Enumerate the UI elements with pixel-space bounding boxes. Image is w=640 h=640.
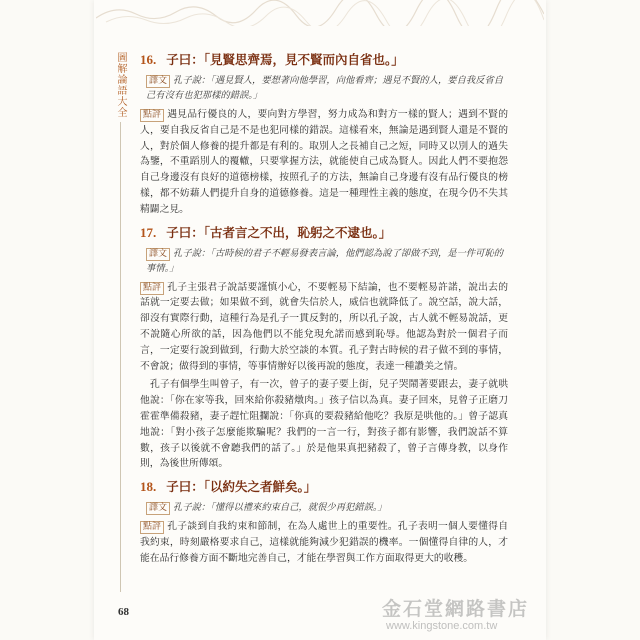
section-number: 16. xyxy=(140,52,157,67)
commentary-paragraph xyxy=(140,280,508,375)
section-heading xyxy=(140,223,508,241)
translation-text: 孔子說：「懂得以禮來約束自己，就很少再犯錯誤。」 xyxy=(173,502,387,514)
section-18 xyxy=(140,477,508,566)
translation-text: 孔子說：「古時候的君子不輕易發表言論，他們認為說了卻做不到，是一件可恥的事情。」 xyxy=(146,247,504,274)
translation-tag: 譯文 xyxy=(146,502,170,515)
section-16 xyxy=(140,50,508,218)
translation-block xyxy=(146,73,508,103)
section-17 xyxy=(140,223,508,473)
watermark-url: www.kingstone.com.tw xyxy=(386,620,498,632)
commentary-paragraph: 孔子有個學生叫曾子，有一次，曾子的妻子要上街，兒子哭鬧著要跟去，妻子就哄他說：「你在家等我，回來給你殺豬燉肉。」孩子信以為真。妻子回來，見曾子正磨刀霍霍準備殺豬，妻子趕忙阻攔說：「你真的要殺豬給他吃？我原是哄他的。」曾子認真地說：「對小孩子怎麼能欺騙呢？我們的一言一行，對孩子都有影響，我們說話不算數，孩子以後就不會聽我們的話了。」於是他果真把豬殺了，曾子言傳身教，以身作則，為後世所傳頌。 xyxy=(140,379,508,470)
translation-tag: 譯文 xyxy=(146,75,170,88)
section-quote: 子曰：「以約失之者鮮矣。」 xyxy=(166,479,317,495)
translation-block xyxy=(146,246,508,276)
watermark-store-name: 金石堂網路書店 xyxy=(382,598,530,620)
translation-block xyxy=(146,500,508,515)
commentary-paragraph xyxy=(140,519,508,566)
section-quote: 子曰：「古者言之不出，恥躬之不逮也。」 xyxy=(166,224,392,240)
section-number: 18. xyxy=(140,479,157,495)
section-heading xyxy=(140,50,508,68)
commentary-text: 孔子主張君子說話要謹慎小心，不要輕易下結論，也不要輕易許諾，說出去的話就一定要去做；如果做不到，就會失信於人，威信也就降低了。說空話，說大話，卻沒有實際行動，這種行為是孔子一貫反對的，所以孔子說，古人就不輕易說話，更不說隨心所欲的話，因為他們以不能兌現允諾而感到恥辱。他認為對於一個君子而言，一定要行說到做到，行動大於空談的本質。孔子對古時候的君子做不到的事情，不會說；做得到的事情，等事情辦好以後再說的態度，表達一種讚美之情。 xyxy=(140,281,508,372)
running-book-title: 圖解論語大全 xyxy=(115,52,126,118)
page-content xyxy=(140,50,508,570)
commentary-tag: 點評 xyxy=(140,109,164,122)
section-quote: 子曰：「見賢思齊焉，見不賢而內自省也。」 xyxy=(166,52,404,67)
section-number: 17. xyxy=(140,224,157,240)
translation-tag: 譯文 xyxy=(146,248,170,261)
top-cloud-ornament xyxy=(96,0,544,26)
page-number: 68 xyxy=(118,606,129,618)
side-divider xyxy=(120,122,121,592)
commentary-paragraph xyxy=(140,107,508,218)
commentary-tag: 點評 xyxy=(140,282,164,295)
section-heading xyxy=(140,477,508,495)
translation-text: 孔子說：「遇見賢人，要想著向他學習，向他看齊；遇見不賢的人，要自我反省自己有沒有也犯那樣的錯誤。」 xyxy=(146,75,504,101)
commentary-tag: 點評 xyxy=(140,521,164,534)
commentary-text: 孔子談到自我約束和節制，在為人處世上的重要性。孔子表明一個人要懂得自我約束，時刻嚴格要求自己，這樣就能夠減少犯錯誤的機率。一個懂得自律的人，才能在品行修養方面不斷地完善自己，才能在學習與工作方面取得更大的收穫。 xyxy=(140,521,508,564)
commentary-text: 遇見品行優良的人，要向對方學習，努力成為和對方一樣的賢人；遇到不賢的人，要自我反省自己是不是也犯同樣的錯誤。這樣看來，無論是遇到賢人還是不賢的人，對於個人修養的提升都是有利的。取別人之長補自己之短，同時又以別人的過失為鑒，不重蹈別人的覆轍，只要掌握方法，就能使自己成為賢人。因此人們不要抱怨自己身邊沒有良好的道德榜樣，按照孔子的方法，無論自己身邊有沒有品行優良的榜樣，都不妨藉人們提升自身的道德修養。這是一種理性主義的態度，在現今仍不失其精闢之見。 xyxy=(140,109,508,215)
